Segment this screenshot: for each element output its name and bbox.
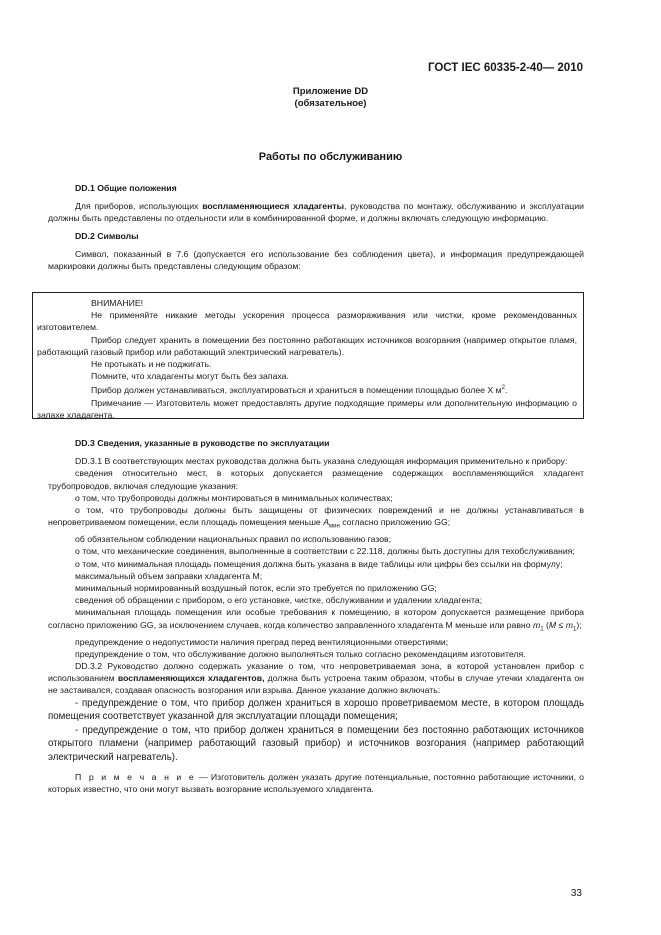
document-header: ГОСТ IEC 60335-2-40— 2010 — [427, 62, 583, 74]
dd3-1-paragraph: DD.3.1 В соответствующих местах руководства должна быть указана следующая информация применительно к прибору: — [75, 456, 568, 467]
note-paragraph: П р и м е ч а н и е — Изготовитель должен указать другие потенциальные, постоянно работающие источники, о которых известно, что они могут вызвать возгорание используемого хладагента. — [48, 771, 584, 794]
warning-line: Прибор следует хранить в помещении без постоянно работающих источников возгорания (например открытое пламя, работающий газовый прибор или работающий электрический нагреватель). — [37, 334, 577, 357]
list-item: минимальный нормированный воздушный поток, если это требуется по приложению GG; — [75, 582, 437, 593]
list-item: об обязательном соблюдении национальных правил по использованию газов; — [75, 534, 392, 545]
dash-item-ventilation: - предупреждение о том, что прибор должен храниться в хорошо проветриваемом месте, в котором площадь помещения соответствует указанной для эксплуатации площади помещения; — [48, 697, 584, 723]
dd1-paragraph: Для приборов, использующих воспламеняющиеся хладагенты, руководства по монтажу, обслуживанию и эксплуатации должны быть представлены по отдельности или в комбинированной форме, и должны включать следующую информацию. — [48, 201, 584, 224]
list-item: сведения об обращении с прибором, о его установке, чистке, обслуживании и удалении хладагента; — [75, 595, 483, 606]
warning-line: Прибор должен устанавливаться, эксплуатироваться и храниться в помещении площадью более X $м^2$. — [91, 385, 508, 396]
dd3-section — [48, 437, 584, 795]
dd1-section — [48, 182, 584, 272]
dash-item-ignition: - предупреждение о том, что прибор должен храниться в помещении без постоянно работающих источников открытого пламени (например работающий газовый прибор) и источников возгорания (например работающий электрический нагреватель). — [48, 724, 584, 763]
warning-title: ВНИМАНИЕ! — [91, 298, 144, 308]
dd2-paragraph: Символ, показанный в 7.6 (допускается его использование без соблюдения цвета), и информация предупреждающей маркировки должны быть представлены следующим образом: — [48, 248, 584, 272]
list-item: предупреждение о недопустимости наличия преград перед вентиляционными отверстиями; — [75, 636, 449, 647]
list-item: о том, что минимальная площадь помещения должна быть указана в виде таблицы или цифры без ссылки на формулу; — [75, 558, 563, 569]
dd1-heading: DD.1 Общие положения — [75, 183, 177, 193]
annex-title: Приложение DD — [292, 86, 369, 97]
page-number: 33 — [570, 888, 582, 899]
list-item: максимальный объем заправки хладагента M; — [75, 570, 263, 581]
list-item: минимальная площадь помещения или особые требования к помещению, в котором допускается размещение прибора согласно приложению GG, за исключением случаев, когда количество заправленного хладагента M меньше или равно $m_1$ $(M \le m_1)$; — [48, 607, 584, 633]
list-item: о том, что трубопроводы должны быть защищены от физических повреждений и не должны устанавливаться в непроветриваемом помещении, если площадь помещения меньше $A_{мин}$ согласно приложению GG; — [48, 505, 584, 530]
list-item: предупреждение о том, что обслуживание должно выполняться только согласно рекомендациям изготовителя. — [75, 648, 526, 659]
list-item: о том, что механические соединения, выполненные в соответствии с 22.118, должны быть доступны для техобслуживания; — [75, 546, 575, 557]
warning-note: Примечание — Изготовитель может предоставлять другие подходящие примеры или дополнительную информацию о запахе хладагента. — [37, 397, 577, 420]
annex-status: (обязательное) — [294, 98, 367, 109]
dd3-heading: DD.3 Сведения, указанные в руководстве по эксплуатации — [75, 438, 330, 448]
section-title: Работы по обслуживанию — [258, 151, 403, 163]
list-item: о том, что трубопроводы должны монтироваться в минимальных количествах; — [75, 492, 393, 503]
warning-line: Не протыкать и не поджигать. — [91, 359, 212, 370]
list-item: сведения относительно мест, в которых допускается размещение содержащих воспламеняющийся хладагент трубопроводов, включая следующие указания: — [48, 468, 584, 491]
dd2-heading: DD.2 Символы — [75, 230, 139, 241]
annex-heading — [0, 86, 661, 110]
warning-content — [37, 297, 577, 421]
warning-line: Не применяйте никакие методы ускорения процесса размораживания или чистки, кроме рекомендованных изготовителем. — [37, 310, 577, 333]
warning-line: Помните, что хладагенты могут быть без запаха. — [91, 371, 289, 382]
dd3-2-paragraph: DD.3.2 Руководство должно содержать указание о том, что непроветриваемая зона, в которой установлен прибор с использованием воспламеняющихся хладагентов, должна быть устроена таким образом, чтобы в случае утечки хладагента он не застаивался, создавая опасность возгорания или взрыва. Данное указание должно включать: — [48, 660, 584, 696]
